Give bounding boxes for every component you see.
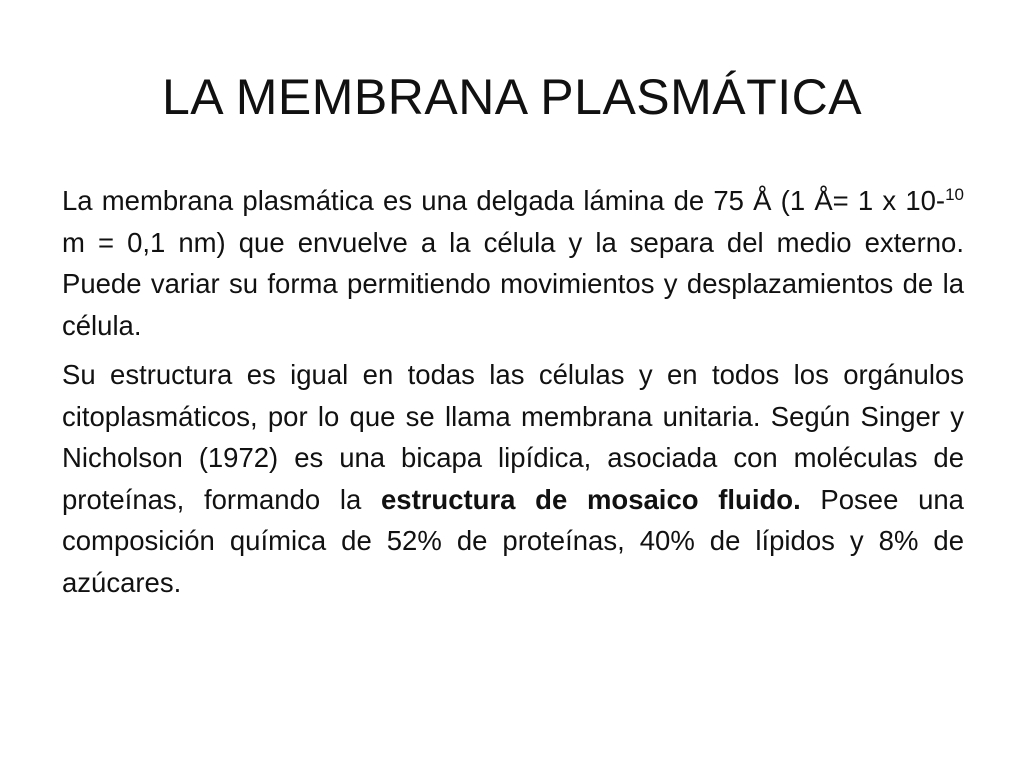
paragraph-structure-text-1: Su estructura es igual en todas las células y en todos los orgánulos citoplasmáticos, por lo que se llama membrana unitaria. Según Singer y Nicholson (1972) es una bicapa lipídica, asociada con moléculas de proteínas, formando la	[62, 359, 964, 515]
paragraph-structure-text-2: Posee una composición química de 52% de proteínas, 40% de lípidos y 8% de azúcares.	[62, 483, 964, 598]
fluid-mosaic-term: estructura de mosaico fluido.	[380, 483, 801, 515]
exponent-superscript: 10	[945, 184, 964, 204]
paragraph-definition-text-1: La membrana plasmática es una delgada lámina de 75 Å (1 Å= 1 x 10-	[62, 185, 946, 216]
paragraph-structure	[62, 354, 964, 603]
paragraph-definition-text-2: m = 0,1 nm) que envuelve a la célula y la separa del medio externo. Puede variar su forma permitiendo movimientos y desplazamientos de la célula.	[62, 226, 964, 341]
slide-title: LA MEMBRANA PLASMÁTICA	[161, 69, 863, 125]
paragraph-definition	[62, 180, 964, 346]
slide-body	[62, 180, 964, 611]
